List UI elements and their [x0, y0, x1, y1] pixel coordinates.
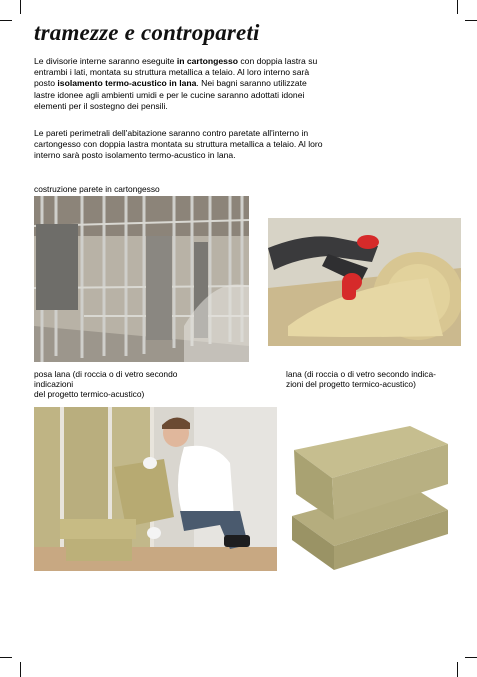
- caption-drywall-construction: costruzione parete in cartongesso: [34, 184, 160, 194]
- crop-mark-bottom-left-h: [0, 657, 12, 658]
- photo-rolling-insulation: [268, 218, 461, 346]
- crop-mark-bottom-left-v: [20, 662, 21, 677]
- para1-text-1: Le divisorie interne saranno eseguite: [34, 56, 177, 66]
- crop-mark-top-left-v: [20, 0, 21, 14]
- photo-drywall-construction: [34, 196, 249, 362]
- caption-wool-type: [286, 369, 436, 389]
- para1-text-3: . Nei bagni saranno utilizzate lastre idonee agli ambienti umidi e per le cucine saranno adottati idonei elementi per il sostegno dei pensili.: [34, 78, 307, 111]
- photo-worker-installing-wool: [34, 407, 277, 571]
- caption-wool-installation: [34, 369, 177, 400]
- photo-rock-wool-panels: [288, 422, 452, 570]
- paragraph-partitions: [34, 56, 324, 112]
- para1-bold-cartongesso: in cartongesso: [176, 56, 238, 66]
- crop-mark-bottom-right-h: [465, 657, 477, 658]
- page-title: tramezze e contropareti: [34, 20, 260, 45]
- caption-wool-installation-line1: posa lana (di roccia o di vetro secondo: [34, 369, 178, 379]
- paragraph-perimeter-walls: Le pareti perimetrali dell'abitazione saranno contro paretate all'interno in cartongesso con doppia lastra montata su struttura metallica a telaio. Al loro interno sarà posto isolamento termo-acustico in lana.: [34, 128, 323, 161]
- caption-wool-installation-line2: indicazioni: [34, 379, 74, 390]
- caption-wool-type-line2: zioni del progetto termico-acustico): [286, 379, 416, 390]
- glove-left: [357, 235, 379, 249]
- para1-bold-isolamento: isolamento termo-acustico in lana: [57, 78, 197, 89]
- caption-wool-installation-line3: del progetto termico-acustico): [34, 389, 145, 400]
- crop-mark-top-left-h: [0, 20, 12, 21]
- caption-wool-type-line1: lana (di roccia o di vetro secondo indica-: [286, 369, 436, 379]
- crop-mark-bottom-right-v: [457, 662, 458, 677]
- para1-text-2: con doppia lastra su entrambi i lati, montata su struttura metallica a telaio. Al loro interno sarà posto: [34, 56, 318, 89]
- crop-mark-top-right-h: [465, 20, 477, 21]
- crop-mark-top-right-v: [457, 0, 458, 14]
